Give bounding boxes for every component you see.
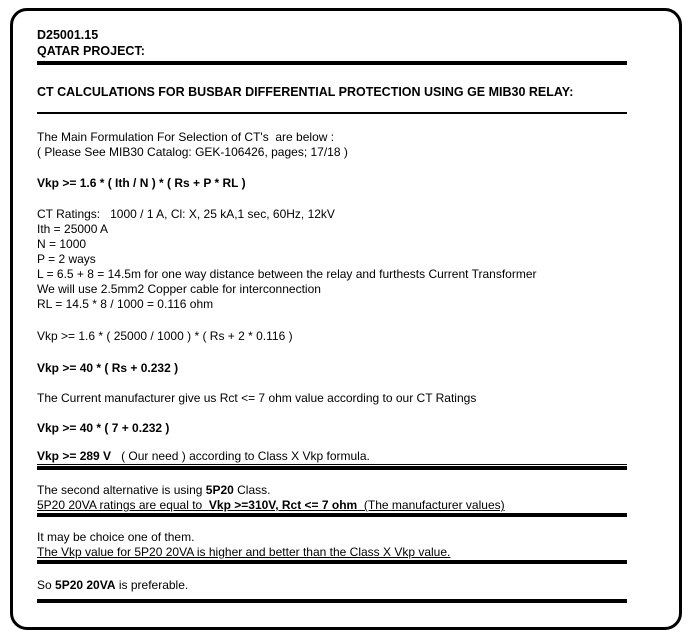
substituted-formula: Vkp >= 1.6 * ( 25000 / 1000 ) * ( Rs + 2 * 0.116 ) xyxy=(37,329,293,343)
result-line xyxy=(37,449,627,465)
doc-title: CT CALCULATIONS FOR BUSBAR DIFFERENTIAL PROTECTION USING GE MIB30 RELAY: xyxy=(37,85,574,99)
header-rule xyxy=(37,61,627,65)
ct-ratings-line: CT Ratings: 1000 / 1 A, Cl: X, 25 kA,1 sec, 60Hz, 12kV xyxy=(37,207,335,221)
doc-number: D25001.15 xyxy=(37,28,99,42)
title-rule xyxy=(37,112,627,114)
result-note: ( Our need ) according to Class X Vkp formula. xyxy=(111,449,370,463)
project-title: QATAR PROJECT: xyxy=(37,44,145,58)
result-value: Vkp >= 289 V xyxy=(37,449,112,463)
alt-intro-pre: The second alternative is using xyxy=(37,483,206,497)
alt-intro-post: Class. xyxy=(233,483,271,497)
conclusion-bold: 5P20 20VA xyxy=(55,578,116,592)
conclusion-line xyxy=(37,578,627,593)
cable-line: We will use 2.5mm2 Copper cable for interconnection xyxy=(37,282,321,296)
n-line: N = 1000 xyxy=(37,237,87,251)
ith-line: Ith = 25000 A xyxy=(37,222,109,236)
footer-rule xyxy=(37,599,627,603)
alt-ratings-pre: 5P20 20VA ratings are equal to xyxy=(37,498,209,512)
p-line: P = 2 ways xyxy=(37,252,96,266)
document-frame xyxy=(10,8,682,630)
alt-intro-class: 5P20 xyxy=(205,483,234,497)
result-rule xyxy=(37,466,627,470)
main-formula: Vkp >= 1.6 * ( Ith / N ) * ( Rs + P * RL ) xyxy=(37,176,246,190)
conclusion-post: is preferable. xyxy=(115,578,189,592)
document-content xyxy=(37,28,627,603)
comparison-line: The Vkp value for 5P20 20VA is higher and better than the Class X Vkp value. xyxy=(37,545,451,559)
formulation-note: The Main Formulation For Selection of CT's are below : xyxy=(37,130,335,144)
alt-ratings-line xyxy=(37,498,627,513)
choice-line: It may be choice one of them. xyxy=(37,530,195,544)
rct-formula: Vkp >= 40 * ( 7 + 0.232 ) xyxy=(37,421,170,435)
alt-ratings-post: (The manufacturer values) xyxy=(357,498,505,512)
l-line: L = 6.5 + 8 = 14.5m for one way distance between the relay and furthests Current Transformer xyxy=(37,267,537,281)
comparison-rule xyxy=(37,560,627,564)
alt-intro-line xyxy=(37,483,627,498)
rl-line: RL = 14.5 * 8 / 1000 = 0.116 ohm xyxy=(37,297,214,311)
rct-note: The Current manufacturer give us Rct <= 7 ohm value according to our CT Ratings xyxy=(37,391,477,405)
alt-ratings-values: Vkp >=310V, Rct <= 7 ohm xyxy=(208,498,358,512)
alt-rule xyxy=(37,513,627,517)
simplified-formula: Vkp >= 40 * ( Rs + 0.232 ) xyxy=(37,361,179,375)
conclusion-pre: So xyxy=(37,578,56,592)
catalog-ref: ( Please See MIB30 Catalog: GEK-106426, pages; 17/18 ) xyxy=(37,145,348,159)
